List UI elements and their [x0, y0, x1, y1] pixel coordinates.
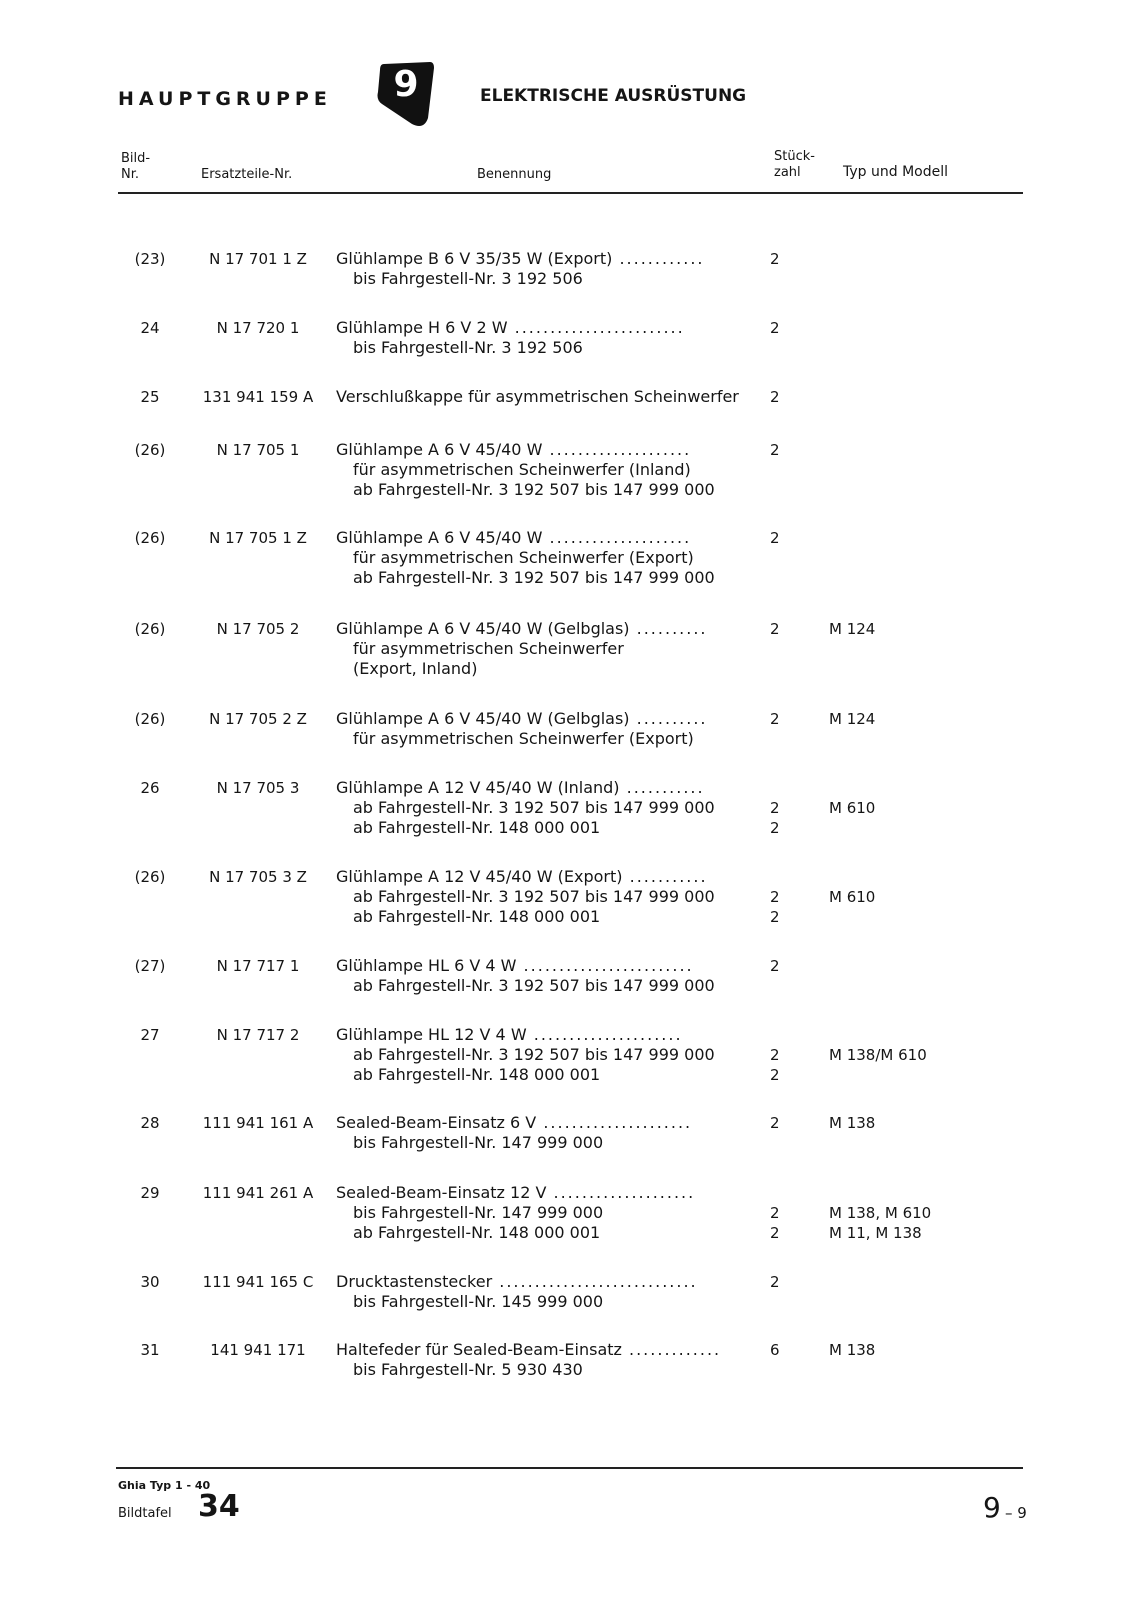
footer-rule — [116, 1467, 1023, 1469]
quantity: 2 — [770, 1273, 780, 1291]
description-subline: ab Fahrgestell-Nr. 148 000 001 — [353, 818, 601, 837]
group-number: 9 — [393, 64, 419, 105]
part-number: 141 941 171 — [210, 1341, 306, 1359]
description-text: Glühlampe A 12 V 45/40 W (Inland) — [336, 778, 620, 797]
leader-dots: ........................ — [507, 318, 685, 337]
column-header-typ-modell: Typ und Modell — [843, 164, 948, 180]
quantity: 2 — [770, 1114, 780, 1132]
column-header-bild — [121, 151, 150, 183]
quantity: 2 — [770, 1046, 780, 1064]
bild-number: 28 — [140, 1114, 160, 1132]
bild-number: 25 — [140, 388, 160, 406]
part-description — [336, 778, 705, 797]
part-number: N 17 705 3 Z — [209, 868, 307, 886]
quantity: 2 — [770, 441, 780, 459]
bild-number: (26) — [134, 529, 166, 547]
part-number: N 17 705 1 — [216, 441, 300, 459]
description-subline: ab Fahrgestell-Nr. 3 192 507 bis 147 999 000 — [353, 887, 715, 906]
description-subline: für asymmetrischen Scheinwerfer (Inland) — [353, 460, 691, 479]
part-number: N 17 705 3 — [216, 779, 300, 797]
quantity: 2 — [770, 620, 780, 638]
part-description — [336, 440, 691, 459]
quantity: 2 — [770, 319, 780, 337]
column-header-bild-line1: Bild- — [121, 151, 151, 166]
page-number-sub: – 9 — [1005, 1504, 1027, 1522]
description-text: Glühlampe HL 6 V 4 W — [336, 956, 517, 975]
quantity: 2 — [770, 388, 780, 406]
leader-dots: .......... — [629, 619, 708, 638]
column-header-bild-line2: Nr. — [121, 167, 140, 182]
header-rule — [118, 192, 1023, 194]
leader-dots: ........... — [619, 778, 705, 797]
column-header-benennung: Benennung — [477, 167, 552, 182]
type-model: M 138 — [829, 1341, 876, 1359]
description-text: Verschlußkappe für asymmetrischen Scheinwerfer — [336, 387, 739, 406]
description-subline: ab Fahrgestell-Nr. 3 192 507 bis 147 999 000 — [353, 976, 715, 995]
part-number: 111 941 261 A — [202, 1184, 314, 1202]
leader-dots: .......... — [629, 709, 708, 728]
column-header-ersatzteile: Ersatzteile-Nr. — [201, 167, 293, 182]
type-model: M 610 — [829, 799, 876, 817]
description-subline: bis Fahrgestell-Nr. 3 192 506 — [353, 269, 583, 288]
part-description — [336, 387, 739, 406]
part-description — [336, 1183, 695, 1202]
part-number: N 17 705 2 — [216, 620, 300, 638]
description-subline: ab Fahrgestell-Nr. 148 000 001 — [353, 1065, 601, 1084]
description-subline: bis Fahrgestell-Nr. 147 999 000 — [353, 1133, 604, 1152]
part-number: N 17 717 1 — [216, 957, 300, 975]
part-description — [336, 867, 708, 886]
description-subline: bis Fahrgestell-Nr. 3 192 506 — [353, 338, 583, 357]
type-model: M 138, M 610 — [829, 1204, 932, 1222]
part-description — [336, 709, 708, 728]
description-subline: ab Fahrgestell-Nr. 3 192 507 bis 147 999 000 — [353, 568, 715, 587]
quantity: 2 — [770, 529, 780, 547]
part-description — [336, 1113, 692, 1132]
bild-number: 27 — [140, 1026, 160, 1044]
part-description — [336, 318, 685, 337]
description-subline: für asymmetrischen Scheinwerfer — [353, 639, 624, 658]
part-description — [336, 1272, 698, 1291]
quantity: 2 — [770, 888, 780, 906]
description-subline: bis Fahrgestell-Nr. 145 999 000 — [353, 1292, 604, 1311]
leader-dots: .................... — [542, 528, 692, 547]
leader-dots: ............ — [612, 249, 705, 268]
description-text: Glühlampe A 6 V 45/40 W — [336, 440, 543, 459]
description-text: Glühlampe H 6 V 2 W — [336, 318, 508, 337]
part-description — [336, 1340, 721, 1359]
description-text: Glühlampe A 12 V 45/40 W (Export) — [336, 867, 623, 886]
group-label: HAUPTGRUPPE — [118, 88, 332, 110]
part-number: 111 941 161 A — [202, 1114, 314, 1132]
leader-dots: ............................ — [492, 1272, 698, 1291]
part-number: N 17 701 1 Z — [209, 250, 307, 268]
column-header-stueck-line1: Stück- — [774, 149, 815, 164]
part-description — [336, 249, 705, 268]
leader-dots: ..................... — [526, 1025, 683, 1044]
description-subline: für asymmetrischen Scheinwerfer (Export) — [353, 548, 694, 567]
bild-number: 31 — [140, 1341, 160, 1359]
footer-model: Ghia Typ 1 - 40 — [118, 1479, 211, 1492]
description-text: Haltefeder für Sealed-Beam-Einsatz — [336, 1340, 622, 1359]
quantity: 2 — [770, 799, 780, 817]
bild-number: (27) — [134, 957, 166, 975]
description-text: Sealed-Beam-Einsatz 12 V — [336, 1183, 547, 1202]
description-text: Glühlampe HL 12 V 4 W — [336, 1025, 527, 1044]
description-text: Glühlampe B 6 V 35/35 W (Export) — [336, 249, 613, 268]
quantity: 2 — [770, 1204, 780, 1222]
leader-dots: ..................... — [536, 1113, 693, 1132]
quantity: 2 — [770, 1066, 780, 1084]
description-text: Sealed-Beam-Einsatz 6 V — [336, 1113, 537, 1132]
quantity: 2 — [770, 957, 780, 975]
type-model: M 124 — [829, 710, 876, 728]
description-subline: für asymmetrischen Scheinwerfer (Export) — [353, 729, 694, 748]
part-number: N 17 705 1 Z — [209, 529, 307, 547]
description-subline: bis Fahrgestell-Nr. 5 930 430 — [353, 1360, 583, 1379]
bild-number: 26 — [140, 779, 160, 797]
part-number: N 17 717 2 — [216, 1026, 300, 1044]
part-description — [336, 956, 694, 975]
part-description — [336, 619, 708, 638]
description-subline: (Export, Inland) — [353, 659, 478, 678]
type-model: M 610 — [829, 888, 876, 906]
description-text: Drucktastenstecker — [336, 1272, 493, 1291]
quantity: 2 — [770, 908, 780, 926]
leader-dots: ............. — [621, 1340, 722, 1359]
footer-bildtafel-label: Bildtafel — [118, 1506, 172, 1521]
bild-number: (26) — [134, 620, 166, 638]
description-text: Glühlampe A 6 V 45/40 W — [336, 528, 543, 547]
part-number: 111 941 165 C — [202, 1273, 314, 1291]
type-model: M 11, M 138 — [829, 1224, 922, 1242]
section-title: ELEKTRISCHE AUSRÜSTUNG — [480, 86, 747, 106]
leader-dots: .................... — [546, 1183, 696, 1202]
part-number: N 17 705 2 Z — [209, 710, 307, 728]
description-subline: ab Fahrgestell-Nr. 3 192 507 bis 147 999 000 — [353, 480, 715, 499]
column-header-stueckzahl — [774, 149, 815, 181]
leader-dots: ........................ — [516, 956, 694, 975]
part-description — [336, 1025, 683, 1044]
bild-number: 30 — [140, 1273, 160, 1291]
type-model: M 138 — [829, 1114, 876, 1132]
bild-number: (26) — [134, 710, 166, 728]
leader-dots: .................... — [542, 440, 692, 459]
description-subline: ab Fahrgestell-Nr. 148 000 001 — [353, 1223, 601, 1242]
description-subline: ab Fahrgestell-Nr. 3 192 507 bis 147 999 000 — [353, 1045, 715, 1064]
column-header-stueck-line2: zahl — [774, 165, 801, 180]
bild-number: (23) — [134, 250, 166, 268]
page-number-main: 9 — [983, 1491, 1001, 1524]
type-model: M 124 — [829, 620, 876, 638]
description-subline: ab Fahrgestell-Nr. 3 192 507 bis 147 999 000 — [353, 798, 715, 817]
quantity: 2 — [770, 250, 780, 268]
description-text: Glühlampe A 6 V 45/40 W (Gelbglas) — [336, 709, 630, 728]
type-model: M 138/M 610 — [829, 1046, 927, 1064]
part-description — [336, 528, 691, 547]
bild-number: 29 — [140, 1184, 160, 1202]
quantity: 2 — [770, 710, 780, 728]
bild-number: (26) — [134, 868, 166, 886]
part-number: 131 941 159 A — [202, 388, 314, 406]
description-subline: ab Fahrgestell-Nr. 148 000 001 — [353, 907, 601, 926]
leader-dots: ........... — [622, 867, 708, 886]
part-number: N 17 720 1 — [216, 319, 300, 337]
quantity: 2 — [770, 1224, 780, 1242]
description-subline: bis Fahrgestell-Nr. 147 999 000 — [353, 1203, 604, 1222]
quantity: 6 — [770, 1341, 780, 1359]
footer-bildtafel-number: 34 — [198, 1489, 240, 1524]
bild-number: (26) — [134, 441, 166, 459]
bild-number: 24 — [140, 319, 160, 337]
quantity: 2 — [770, 819, 780, 837]
description-text: Glühlampe A 6 V 45/40 W (Gelbglas) — [336, 619, 630, 638]
